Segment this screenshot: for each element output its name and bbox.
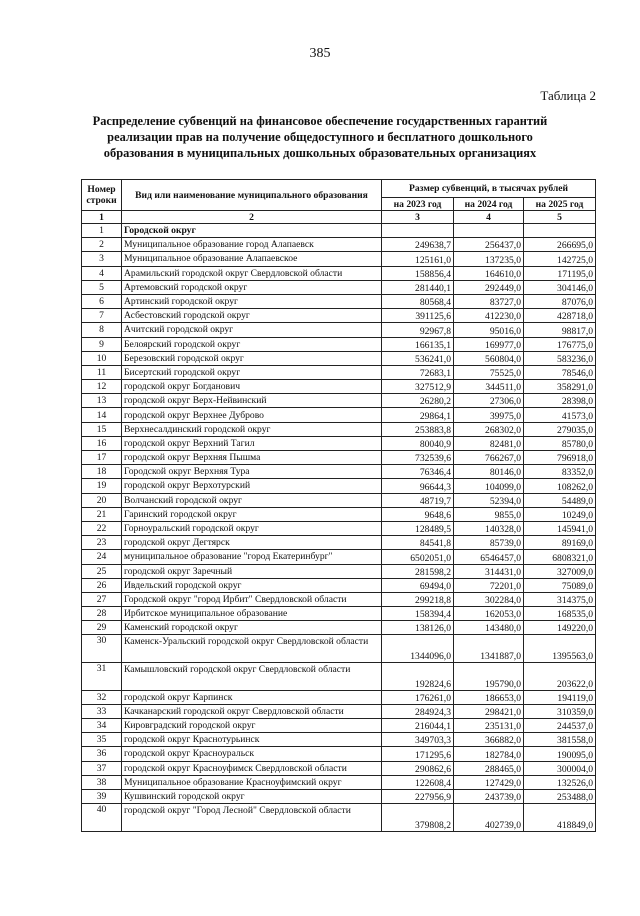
- table-label: Таблица 2: [540, 88, 596, 103]
- amount-2023-cell: 72683,1: [382, 365, 454, 379]
- amount-2025-cell: 171195,0: [524, 266, 596, 280]
- amount-2023-cell: 6502051,0: [382, 550, 454, 564]
- municipality-name-cell: городской округ Карпинск: [122, 690, 382, 704]
- table-row: [82, 704, 596, 718]
- table-row: [82, 521, 596, 535]
- amount-2025-cell: 75089,0: [524, 578, 596, 592]
- header-amount-group: Размер субвенций, в тысячах рублей: [382, 180, 596, 198]
- row-number-cell: 16: [82, 436, 122, 450]
- table-row: [82, 451, 596, 465]
- row-number-cell: 24: [82, 550, 122, 564]
- amount-2025-cell: 83352,0: [524, 465, 596, 479]
- table-row: [82, 564, 596, 578]
- amount-2025-cell: 190095,0: [524, 747, 596, 761]
- amount-2024-cell: 412230,0: [454, 309, 524, 323]
- table-row: [82, 507, 596, 521]
- table-row: [82, 719, 596, 733]
- table-row: [82, 465, 596, 479]
- amount-2023-cell: 227956,9: [382, 789, 454, 803]
- amount-2025-cell: 98817,0: [524, 323, 596, 337]
- amount-2023-cell: 281598,2: [382, 564, 454, 578]
- amount-2025-cell: 10249,0: [524, 507, 596, 521]
- amount-2024-cell: 143480,0: [454, 621, 524, 635]
- row-number-cell: 35: [82, 733, 122, 747]
- row-number-cell: 1: [82, 224, 122, 238]
- amount-2025-cell: 168535,0: [524, 607, 596, 621]
- amount-2024-cell: 268302,0: [454, 422, 524, 436]
- municipality-name-cell: Камышловский городской округ Свердловской области: [122, 663, 382, 691]
- municipality-name-cell: муниципальное образование "город Екатеринбург": [122, 550, 382, 564]
- amount-2024-cell: 95016,0: [454, 323, 524, 337]
- amount-2024-cell: 314431,0: [454, 564, 524, 578]
- amount-2023-cell: 128489,5: [382, 521, 454, 535]
- row-number-cell: 15: [82, 422, 122, 436]
- row-number-cell: 32: [82, 690, 122, 704]
- table-row: [82, 224, 596, 238]
- row-number-cell: 19: [82, 479, 122, 493]
- amount-2025-cell: 85780,0: [524, 436, 596, 450]
- municipality-name-cell: городской округ Красноуфимск Свердловской области: [122, 761, 382, 775]
- header-name: Вид или наименование муниципального образования: [122, 180, 382, 211]
- row-number-cell: 27: [82, 592, 122, 606]
- amount-2023-cell: 732539,6: [382, 451, 454, 465]
- row-number-cell: 36: [82, 747, 122, 761]
- row-number-cell: 25: [82, 564, 122, 578]
- header-index-2: 2: [122, 211, 382, 224]
- amount-2023-cell: 122608,4: [382, 775, 454, 789]
- amount-2025-cell: 1395563,0: [524, 635, 596, 663]
- municipality-name-cell: Муниципальное образование Красноуфимский округ: [122, 775, 382, 789]
- header-year-2025: на 2025 год: [524, 198, 596, 211]
- municipality-name-cell: городской округ Красноуральск: [122, 747, 382, 761]
- table-row: [82, 804, 596, 832]
- row-number-cell: 6: [82, 294, 122, 308]
- amount-2023-cell: 96644,3: [382, 479, 454, 493]
- table-row: [82, 238, 596, 252]
- table-body: [82, 224, 596, 832]
- amount-2023-cell: 391125,6: [382, 309, 454, 323]
- header-year-2024: на 2024 год: [454, 198, 524, 211]
- row-number-cell: 20: [82, 493, 122, 507]
- amount-2025-cell: 381558,0: [524, 733, 596, 747]
- amount-2024-cell: 162053,0: [454, 607, 524, 621]
- amount-2024-cell: 140328,0: [454, 521, 524, 535]
- table-row: [82, 607, 596, 621]
- municipality-name-cell: Артинский городской округ: [122, 294, 382, 308]
- table-row: [82, 436, 596, 450]
- row-number-cell: 17: [82, 451, 122, 465]
- amount-2025-cell: 327009,0: [524, 564, 596, 578]
- row-number-cell: 31: [82, 663, 122, 691]
- table-row: [82, 309, 596, 323]
- amount-2023-cell: 379808,2: [382, 804, 454, 832]
- amount-2025-cell: 176775,0: [524, 337, 596, 351]
- amount-2024-cell: 298421,0: [454, 704, 524, 718]
- table-row: [82, 493, 596, 507]
- amount-2025-cell: 253488,0: [524, 789, 596, 803]
- amount-2025-cell: 310359,0: [524, 704, 596, 718]
- municipality-name-cell: Городской округ: [122, 224, 382, 238]
- amount-2025-cell: 54489,0: [524, 493, 596, 507]
- row-number-cell: 37: [82, 761, 122, 775]
- amount-2024-cell: 766267,0: [454, 451, 524, 465]
- municipality-name-cell: городской округ Верхняя Пышма: [122, 451, 382, 465]
- row-number-cell: 3: [82, 252, 122, 266]
- amount-2023-cell: 69494,0: [382, 578, 454, 592]
- municipality-name-cell: Горноуральский городской округ: [122, 521, 382, 535]
- row-number-cell: 12: [82, 380, 122, 394]
- table-row: [82, 775, 596, 789]
- table-row: [82, 408, 596, 422]
- amount-2024-cell: 366882,0: [454, 733, 524, 747]
- table-row: [82, 280, 596, 294]
- municipality-name-cell: Качканарский городской округ Свердловской области: [122, 704, 382, 718]
- municipality-name-cell: Муниципальное образование город Алапаевск: [122, 238, 382, 252]
- row-number-cell: 29: [82, 621, 122, 635]
- amount-2025-cell: 583236,0: [524, 351, 596, 365]
- municipality-name-cell: Артемовский городской округ: [122, 280, 382, 294]
- row-number-cell: 33: [82, 704, 122, 718]
- amount-2023-cell: [382, 224, 454, 238]
- row-number-cell: 28: [82, 607, 122, 621]
- amount-2023-cell: 84541,8: [382, 536, 454, 550]
- row-number-cell: 21: [82, 507, 122, 521]
- amount-2023-cell: 249638,7: [382, 238, 454, 252]
- amount-2024-cell: 164610,0: [454, 266, 524, 280]
- amount-2024-cell: 256437,0: [454, 238, 524, 252]
- amount-2024-cell: 82481,0: [454, 436, 524, 450]
- municipality-name-cell: Ирбитское муниципальное образование: [122, 607, 382, 621]
- amount-2023-cell: 171295,6: [382, 747, 454, 761]
- amount-2025-cell: 78546,0: [524, 365, 596, 379]
- row-number-cell: 22: [82, 521, 122, 535]
- table-row: [82, 394, 596, 408]
- table-row: [82, 351, 596, 365]
- amount-2025-cell: 266695,0: [524, 238, 596, 252]
- table-row: [82, 733, 596, 747]
- amount-2024-cell: 182784,0: [454, 747, 524, 761]
- table-row: [82, 252, 596, 266]
- amount-2024-cell: [454, 224, 524, 238]
- header-index-3: 3: [382, 211, 454, 224]
- amount-2023-cell: 536241,0: [382, 351, 454, 365]
- amount-2025-cell: 87076,0: [524, 294, 596, 308]
- amount-2025-cell: 145941,0: [524, 521, 596, 535]
- amount-2023-cell: 253883,8: [382, 422, 454, 436]
- amount-2024-cell: 127429,0: [454, 775, 524, 789]
- row-number-cell: 2: [82, 238, 122, 252]
- amount-2023-cell: 9648,6: [382, 507, 454, 521]
- amount-2024-cell: 169977,0: [454, 337, 524, 351]
- table-row: [82, 479, 596, 493]
- row-number-cell: 5: [82, 280, 122, 294]
- municipality-name-cell: городской округ Верхний Тагил: [122, 436, 382, 450]
- amount-2023-cell: 158394,4: [382, 607, 454, 621]
- row-number-cell: 40: [82, 804, 122, 832]
- municipality-name-cell: Бисертский городской округ: [122, 365, 382, 379]
- table-row: [82, 337, 596, 351]
- municipality-name-cell: Гаринский городской округ: [122, 507, 382, 521]
- row-number-cell: 18: [82, 465, 122, 479]
- amount-2025-cell: 279035,0: [524, 422, 596, 436]
- table-row: [82, 323, 596, 337]
- amount-2024-cell: 560804,0: [454, 351, 524, 365]
- amount-2024-cell: 1341887,0: [454, 635, 524, 663]
- amount-2024-cell: 402739,0: [454, 804, 524, 832]
- amount-2023-cell: 1344096,0: [382, 635, 454, 663]
- table-row: [82, 621, 596, 635]
- amount-2023-cell: 284924,3: [382, 704, 454, 718]
- row-number-cell: 34: [82, 719, 122, 733]
- municipality-name-cell: Каменский городской округ: [122, 621, 382, 635]
- table-row: [82, 550, 596, 564]
- row-number-cell: 7: [82, 309, 122, 323]
- amount-2024-cell: 80146,0: [454, 465, 524, 479]
- amount-2024-cell: 186653,0: [454, 690, 524, 704]
- header-year-2023: на 2023 год: [382, 198, 454, 211]
- amount-2024-cell: 39975,0: [454, 408, 524, 422]
- row-number-cell: 38: [82, 775, 122, 789]
- amount-2025-cell: 132526,0: [524, 775, 596, 789]
- amount-2024-cell: 83727,0: [454, 294, 524, 308]
- municipality-name-cell: городской округ Верх-Нейвинский: [122, 394, 382, 408]
- table-row: [82, 365, 596, 379]
- table-row: [82, 592, 596, 606]
- amount-2024-cell: 243739,0: [454, 789, 524, 803]
- header-index-5: 5: [524, 211, 596, 224]
- row-number-cell: 23: [82, 536, 122, 550]
- municipality-name-cell: городской округ Богданович: [122, 380, 382, 394]
- table-row: [82, 690, 596, 704]
- amount-2023-cell: 327512,9: [382, 380, 454, 394]
- amount-2025-cell: 418849,0: [524, 804, 596, 832]
- table-row: [82, 266, 596, 280]
- amount-2025-cell: 304146,0: [524, 280, 596, 294]
- municipality-name-cell: городской округ "Город Лесной" Свердловской области: [122, 804, 382, 832]
- amount-2025-cell: 203622,0: [524, 663, 596, 691]
- amount-2024-cell: 85739,0: [454, 536, 524, 550]
- amount-2024-cell: 104099,0: [454, 479, 524, 493]
- amount-2025-cell: 108262,0: [524, 479, 596, 493]
- amount-2025-cell: 300004,0: [524, 761, 596, 775]
- municipality-name-cell: Каменск-Уральский городской округ Свердловской области: [122, 635, 382, 663]
- amount-2025-cell: 358291,0: [524, 380, 596, 394]
- amount-2025-cell: 428718,0: [524, 309, 596, 323]
- amount-2024-cell: 6546457,0: [454, 550, 524, 564]
- amount-2023-cell: 281440,1: [382, 280, 454, 294]
- row-number-cell: 8: [82, 323, 122, 337]
- amount-2025-cell: 244537,0: [524, 719, 596, 733]
- municipality-name-cell: Арамильский городской округ Свердловской области: [122, 266, 382, 280]
- row-number-cell: 30: [82, 635, 122, 663]
- amount-2025-cell: 6808321,0: [524, 550, 596, 564]
- header-row-number: Номер строки: [82, 180, 122, 211]
- amount-2024-cell: 235131,0: [454, 719, 524, 733]
- amount-2025-cell: 28398,0: [524, 394, 596, 408]
- amount-2025-cell: 142725,0: [524, 252, 596, 266]
- municipality-name-cell: городской округ Краснотурьинск: [122, 733, 382, 747]
- amount-2023-cell: 216044,1: [382, 719, 454, 733]
- row-number-cell: 9: [82, 337, 122, 351]
- table-row: [82, 422, 596, 436]
- amount-2024-cell: 344511,0: [454, 380, 524, 394]
- amount-2024-cell: 27306,0: [454, 394, 524, 408]
- table-row: [82, 635, 596, 663]
- amount-2024-cell: 292449,0: [454, 280, 524, 294]
- amount-2025-cell: 796918,0: [524, 451, 596, 465]
- amount-2024-cell: 195790,0: [454, 663, 524, 691]
- amount-2024-cell: 9855,0: [454, 507, 524, 521]
- amount-2024-cell: 137235,0: [454, 252, 524, 266]
- amount-2023-cell: 290862,6: [382, 761, 454, 775]
- amount-2025-cell: [524, 224, 596, 238]
- table-row: [82, 578, 596, 592]
- header-index-4: 4: [454, 211, 524, 224]
- municipality-name-cell: Кировградский городской округ: [122, 719, 382, 733]
- municipality-name-cell: Березовский городской округ: [122, 351, 382, 365]
- amount-2024-cell: 52394,0: [454, 493, 524, 507]
- amount-2023-cell: 125161,0: [382, 252, 454, 266]
- amount-2023-cell: 26280,2: [382, 394, 454, 408]
- amount-2023-cell: 176261,0: [382, 690, 454, 704]
- municipality-name-cell: Ачитский городской округ: [122, 323, 382, 337]
- table-row: [82, 536, 596, 550]
- table-row: [82, 747, 596, 761]
- amount-2023-cell: 192824,6: [382, 663, 454, 691]
- amount-2024-cell: 72201,0: [454, 578, 524, 592]
- amount-2023-cell: 158856,4: [382, 266, 454, 280]
- amount-2023-cell: 29864,1: [382, 408, 454, 422]
- municipality-name-cell: городской округ Дегтярск: [122, 536, 382, 550]
- amount-2025-cell: 41573,0: [524, 408, 596, 422]
- amount-2023-cell: 299218,8: [382, 592, 454, 606]
- row-number-cell: 26: [82, 578, 122, 592]
- row-number-cell: 10: [82, 351, 122, 365]
- amount-2023-cell: 76346,4: [382, 465, 454, 479]
- municipality-name-cell: Асбестовский городской округ: [122, 309, 382, 323]
- amount-2023-cell: 349703,3: [382, 733, 454, 747]
- municipality-name-cell: Верхнесалдинский городской округ: [122, 422, 382, 436]
- row-number-cell: 13: [82, 394, 122, 408]
- page-number: 385: [309, 46, 331, 61]
- municipality-name-cell: Волчанский городской округ: [122, 493, 382, 507]
- table-row: [82, 663, 596, 691]
- municipality-name-cell: Ивдельский городской округ: [122, 578, 382, 592]
- amount-2025-cell: 149220,0: [524, 621, 596, 635]
- municipality-name-cell: городской округ Верхотурский: [122, 479, 382, 493]
- header-index-1: 1: [82, 211, 122, 224]
- row-number-cell: 11: [82, 365, 122, 379]
- amount-2023-cell: 80568,4: [382, 294, 454, 308]
- table-row: [82, 294, 596, 308]
- row-number-cell: 39: [82, 789, 122, 803]
- table-row: [82, 761, 596, 775]
- municipality-name-cell: Кушвинский городской округ: [122, 789, 382, 803]
- row-number-cell: 14: [82, 408, 122, 422]
- municipality-name-cell: городской округ Верхнее Дуброво: [122, 408, 382, 422]
- amount-2023-cell: 166135,1: [382, 337, 454, 351]
- municipality-name-cell: Городской округ Верхняя Тура: [122, 465, 382, 479]
- municipality-name-cell: Муниципальное образование Алапаевское: [122, 252, 382, 266]
- amount-2025-cell: 314375,0: [524, 592, 596, 606]
- subsidy-table: [81, 179, 596, 832]
- amount-2025-cell: 89169,0: [524, 536, 596, 550]
- amount-2023-cell: 138126,0: [382, 621, 454, 635]
- amount-2023-cell: 92967,8: [382, 323, 454, 337]
- row-number-cell: 4: [82, 266, 122, 280]
- amount-2024-cell: 288465,0: [454, 761, 524, 775]
- amount-2023-cell: 48719,7: [382, 493, 454, 507]
- amount-2025-cell: 194119,0: [524, 690, 596, 704]
- table-row: [82, 380, 596, 394]
- municipality-name-cell: Городской округ "город Ирбит" Свердловской области: [122, 592, 382, 606]
- amount-2024-cell: 302284,0: [454, 592, 524, 606]
- document-title: Распределение субвенций на финансовое обеспечение государственных гарантий реализации прав на получение общедоступного и бесплатного дошкольного образования в муниципальных дошкольных образовательных организациях: [92, 114, 548, 160]
- amount-2024-cell: 75525,0: [454, 365, 524, 379]
- amount-2023-cell: 80040,9: [382, 436, 454, 450]
- table-row: [82, 789, 596, 803]
- municipality-name-cell: Белоярский городской округ: [122, 337, 382, 351]
- municipality-name-cell: городской округ Заречный: [122, 564, 382, 578]
